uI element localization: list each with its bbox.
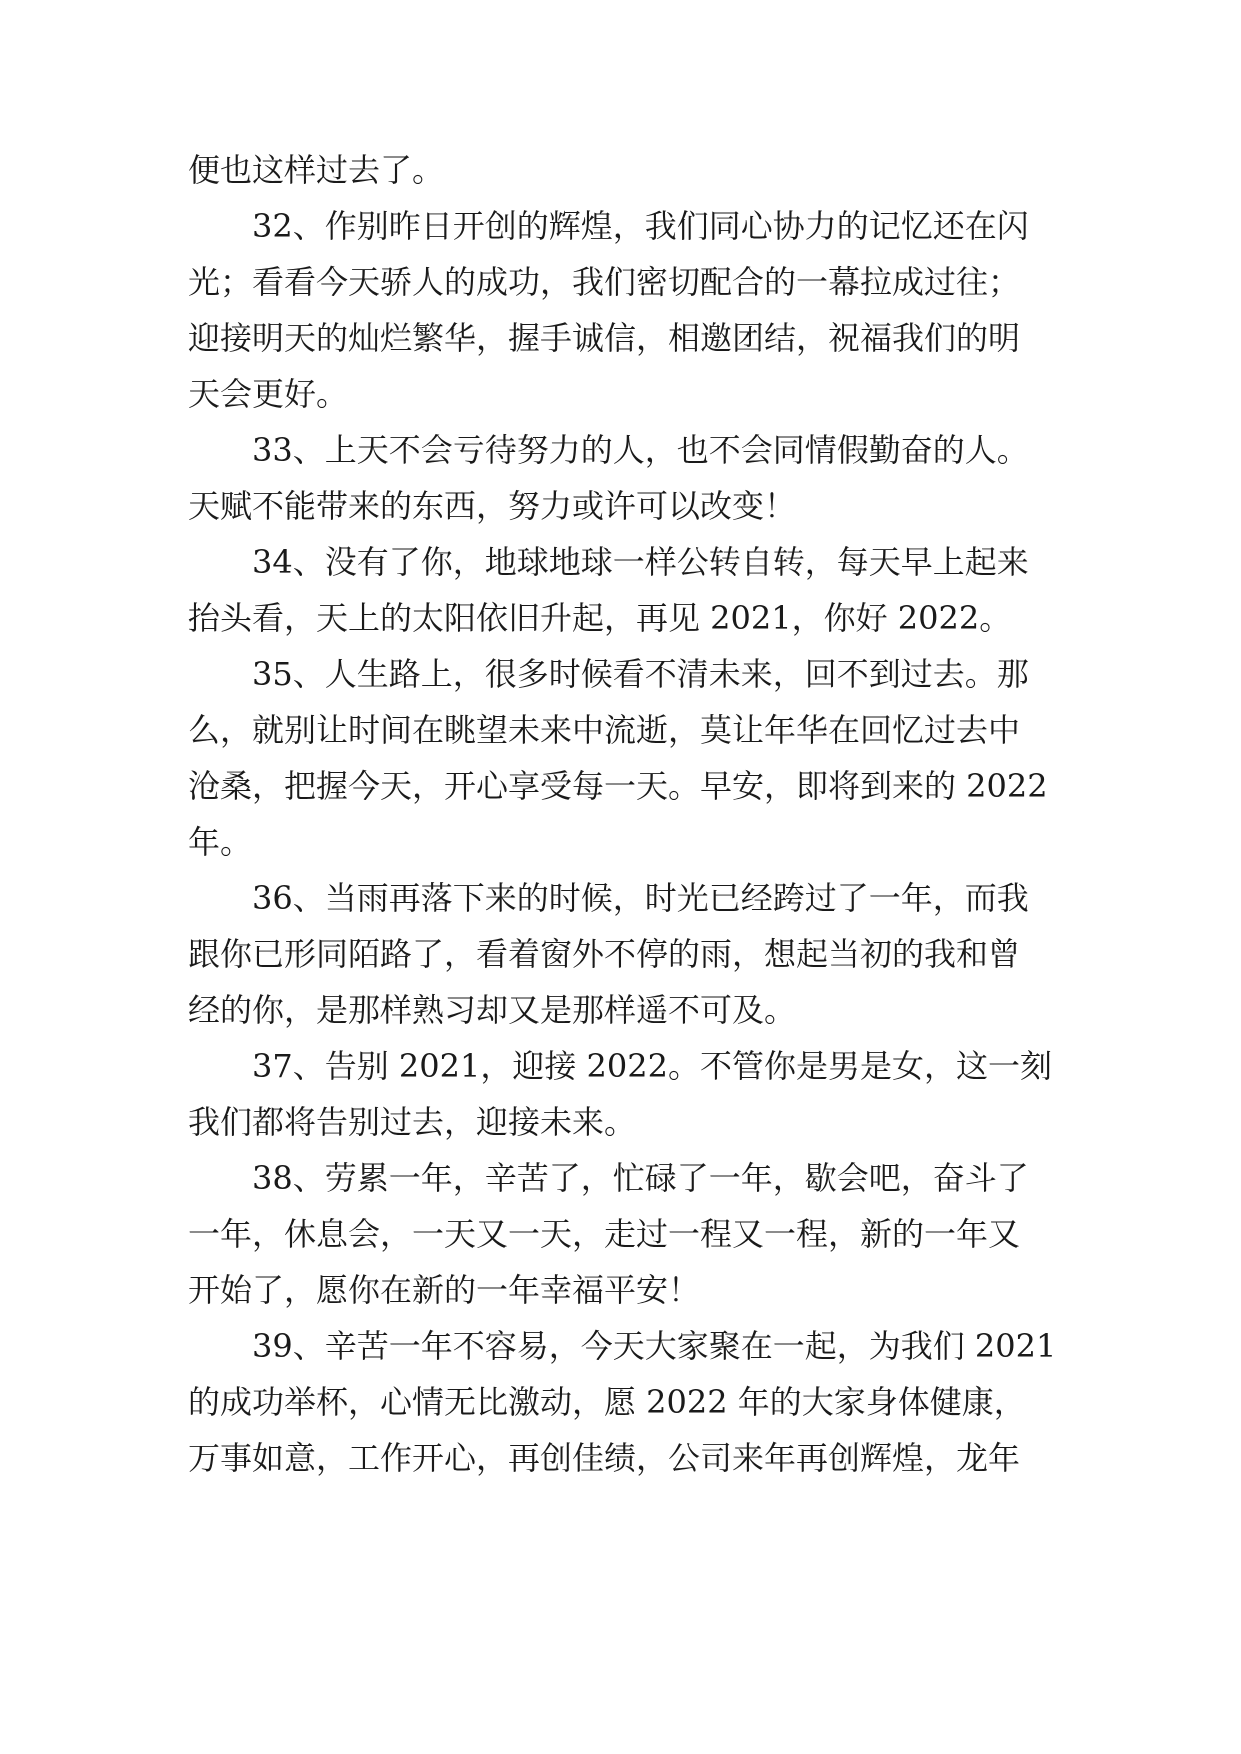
paragraph-line: 年。 [188, 823, 253, 861]
paragraph-36-line-1: 36、当雨再落下来的时候，时光已经跨过了一年，而我 [252, 879, 1029, 917]
paragraph-line: 万事如意，工作开心，再创佳绩，公司来年再创辉煌，龙年 [188, 1439, 1021, 1477]
paragraph-37-line-1: 37、告别 2021，迎接 2022。不管你是男是女，这一刻 [252, 1047, 1052, 1085]
paragraph-line: 跟你已形同陌路了，看着窗外不停的雨，想起当初的我和曾 [188, 935, 1021, 973]
paragraph-line: 一年，休息会，一天又一天，走过一程又一程，新的一年又 [188, 1215, 1021, 1253]
paragraph-line: 天会更好。 [188, 375, 349, 413]
paragraph-line: 便也这样过去了。 [188, 151, 445, 189]
paragraph-line: 的成功举杯，心情无比激动，愿 2022 年的大家身体健康， [188, 1383, 1026, 1421]
paragraph-line: 我们都将告别过去，迎接未来。 [188, 1103, 637, 1141]
paragraph-line: 迎接明天的灿烂繁华，握手诚信，相邀团结，祝福我们的明 [188, 319, 1021, 357]
paragraph-line: 抬头看，天上的太阳依旧升起，再见 2021，你好 2022。 [188, 599, 1012, 637]
paragraph-34-line-1: 34、没有了你，地球地球一样公转自转，每天早上起来 [252, 543, 1029, 581]
paragraph-line: 天赋不能带来的东西，努力或许可以改变！ [188, 487, 797, 525]
paragraph-line: 么，就别让时间在眺望未来中流逝，莫让年华在回忆过去中 [188, 711, 1021, 749]
paragraph-39-line-1: 39、辛苦一年不容易，今天大家聚在一起，为我们 2021 [252, 1327, 1057, 1365]
paragraph-38-line-1: 38、劳累一年，辛苦了，忙碌了一年，歇会吧，奋斗了 [252, 1159, 1029, 1197]
paragraph-35-line-1: 35、人生路上，很多时候看不清未来，回不到过去。那 [252, 655, 1029, 693]
paragraph-line: 经的你，是那样熟习却又是那样遥不可及。 [188, 991, 797, 1029]
paragraph-33-line-1: 33、上天不会亏待努力的人，也不会同情假勤奋的人。 [252, 431, 1029, 469]
paragraph-line: 开始了，愿你在新的一年幸福平安！ [188, 1271, 701, 1309]
paragraph-line: 沧桑，把握今天，开心享受每一天。早安，即将到来的 2022 [188, 767, 1048, 805]
paragraph-line: 光；看看今天骄人的成功，我们密切配合的一幕拉成过往； [188, 263, 1021, 301]
paragraph-32-line-1: 32、作别昨日开创的辉煌，我们同心协力的记忆还在闪 [252, 207, 1029, 245]
